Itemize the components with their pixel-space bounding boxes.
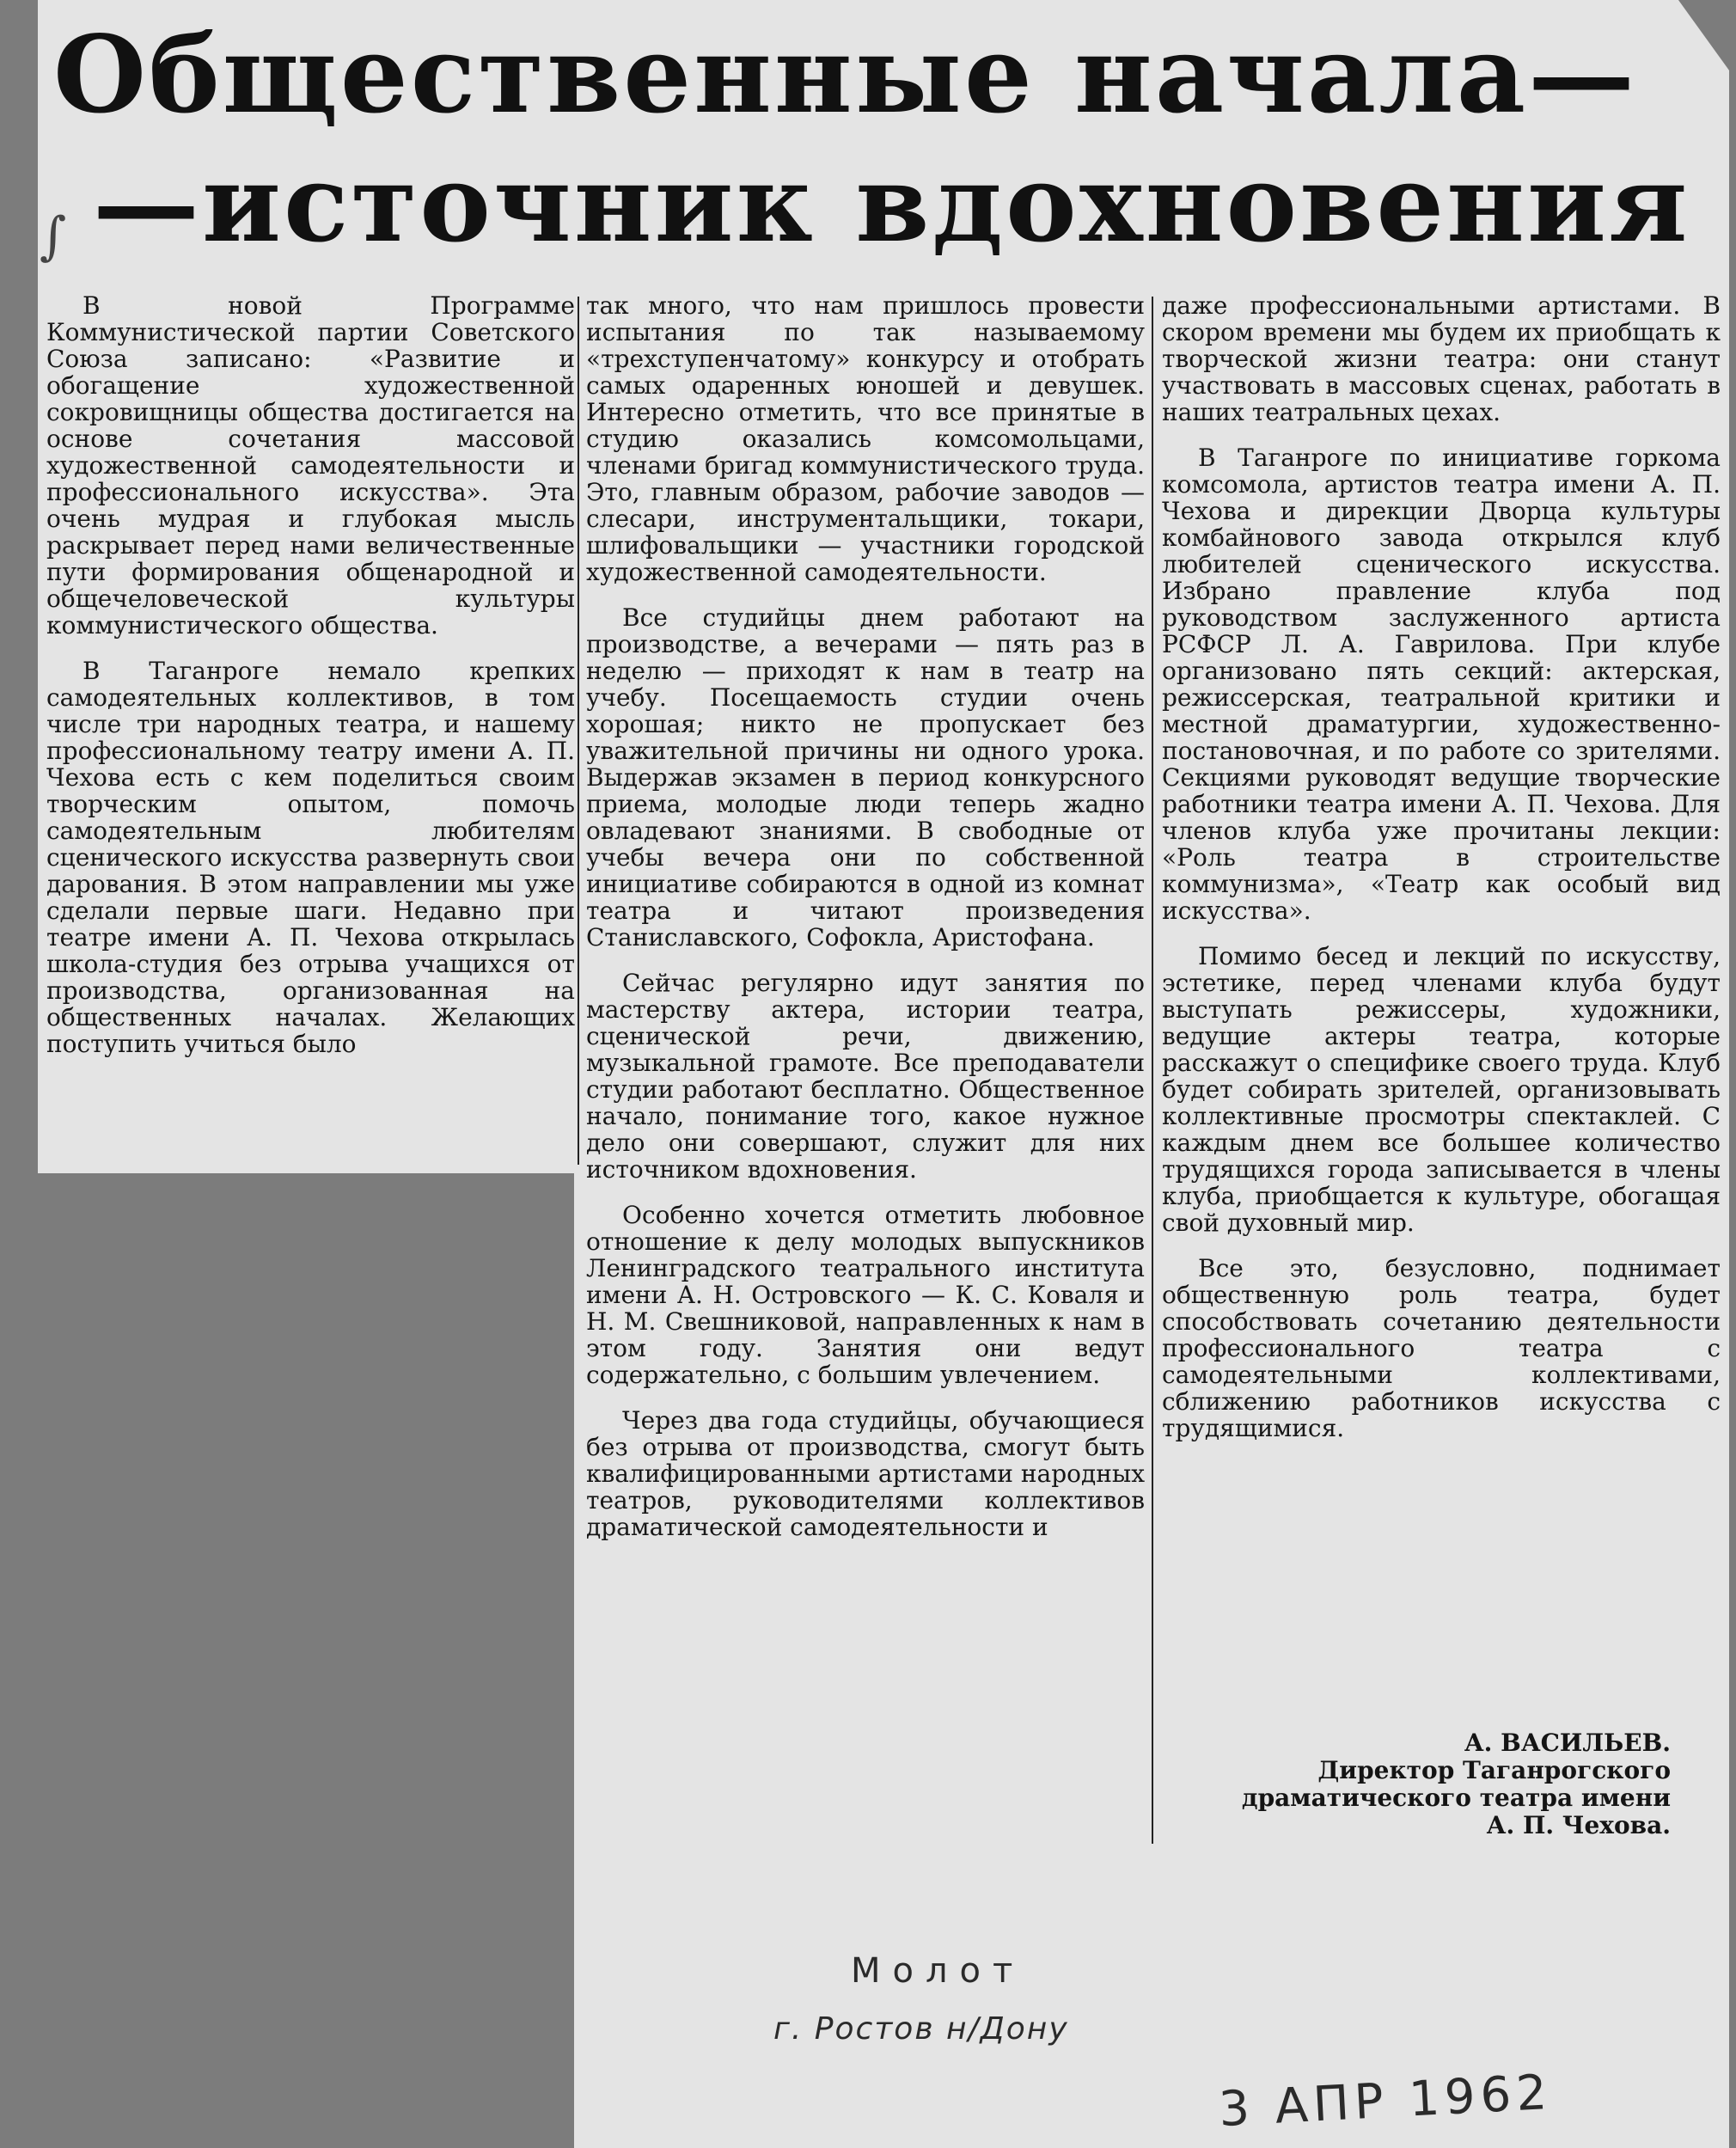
stamp-newspaper: Молот xyxy=(851,1951,1025,1991)
paragraph: так много, что нам пришлось провести испытания по так называемому «трехступенчатому» конкурсу и отобрать самых одаренных юношей и девушек. Интересно отметить, что все принятые в студию оказались комсомольцами, членами бригад коммунистического труда. Это, главным образом, рабочие заводов — слесари, инструментальщики, токари, шлифовальщики — участники городской художественной самодеятельности. xyxy=(586,291,1145,586)
column-divider xyxy=(1152,297,1153,1844)
article-column-3 xyxy=(1162,292,1721,1441)
headline-line-2: —источник вдохновения xyxy=(93,142,1690,266)
article-column-2 xyxy=(586,292,1145,1540)
paragraph: Помимо бесед и лекций по искусству, эстетике, перед членами клуба будут выступать режиссеры, художники, ведущие актеры театра, которые расскажут о специфике своего труда. Клуб будет собирать зрителей, организовывать коллективные просмотры спектаклей. С каждым днем все большее количество трудящихся города записывается в члены клуба, приобщается к культуре, обогащая свой духовный мир. xyxy=(1162,942,1721,1237)
headline-line-1: Общественные начала— xyxy=(53,13,1638,138)
stamp-date: 3 АПР 1962 xyxy=(1217,2064,1554,2139)
paragraph: Особенно хочется отметить любовное отношение к делу молодых выпускников Ленинградского театрального института имени А. Н. Островского — К. С. Коваля и Н. М. Свешниковой, направленных к нам в этом году. Занятия они ведут содержательно, с большим увлечением. xyxy=(586,1201,1145,1389)
paragraph: даже профессиональными артистами. В скором времени мы будем их приобщать к творческой жизни театра: они станут участвовать в массовых сценах, работать в наших театральных цехах. xyxy=(1162,291,1721,426)
paragraph: Все студийцы днем работают на производстве, а вечерами — пять раз в неделю — приходят к нам в театр на учебу. Посещаемость студии очень хорошая; никто не пропускает без уважительной причины ни одного урока. Выдержав экзамен в период конкурсного приема, молодые люди теперь жадно овладевают знаниями. В свободные от учебы вечера они по собственной инициативе собираются в одной из комнат театра и читают произведения Станиславского, Софокла, Аристофана. xyxy=(586,603,1145,952)
paragraph: В Таганроге немало крепких самодеятельных коллективов, в том числе три народных театра, и нашему профессиональному театру имени А. П. Чехова есть с кем поделиться своим творческим опытом, помочь самодеятельным любителям сценического искусства развернуть свои дарования. В этом направлении мы уже сделали первые шаги. Недавно при театре имени А. П. Чехова открылась школа-студия без отрыва учащихся от производства, организованная на общественных началах. Желающих поступить учиться было xyxy=(46,657,575,1058)
author-name: А. ВАСИЛЬЕВ. xyxy=(1464,1729,1671,1757)
paragraph: Все это, безусловно, поднимает общественную роль театра, будет способствовать сочетанию деятельности профессионального театра с самодеятельными коллективами, сближению работников искусства с трудящимися. xyxy=(1162,1254,1721,1442)
signature-block xyxy=(1162,1729,1671,1839)
pencil-mark-icon: ∫ xyxy=(40,206,67,266)
paragraph: Сейчас регулярно идут занятия по мастерству актера, истории театра, сценической речи, движению, музыкальной грамоте. Все преподаватели студии работают бесплатно. Общественное начало, понимание того, какое нужное дело они совершают, служит для них источником вдохновения. xyxy=(586,969,1145,1184)
article-column-1 xyxy=(46,292,575,1057)
stamp-city: г. Ростов н/Дону xyxy=(773,2011,1069,2047)
author-title: А. П. Чехова. xyxy=(1486,1811,1671,1839)
column-divider xyxy=(578,297,579,1165)
paragraph: Через два года студийцы, обучающиеся без отрыва от производства, смогут быть квалифицированными артистами народных театров, руководителями коллективов драматической самодеятельности и xyxy=(586,1406,1145,1541)
author-title: Директор Таганрогского xyxy=(1317,1756,1671,1784)
author-title: драматического театра имени xyxy=(1241,1784,1671,1812)
paragraph: В Таганроге по инициативе горкома комсомола, артистов театра имени А. П. Чехова и дирекции Дворца культуры комбайнового завода открылся клуб любителей сценического искусства. Избрано правление клуба под руководством заслуженного артиста РСФСР Л. А. Гаврилова. При клубе организовано пять секций: актерская, режиссерская, театральной критики и местной драматургии, художественно-постановочная, и по работе со зрителями. Секциями руководят ведущие творческие работники театра имени А. П. Чехова. Для членов клуба уже прочитаны лекции: «Роль театра в строительстве коммунизма», «Театр как особый вид искусства». xyxy=(1162,444,1721,925)
paragraph: В новой Программе Коммунистической партии Советского Союза записано: «Развитие и обогащение художественной сокровищницы общества достигается на основе сочетания массовой художественной самодеятельности и профессионального искусства». Эта очень мудрая и глубокая мысль раскрывает перед нами величественные пути формирования общенародной и общечеловеческой культуры коммунистического общества. xyxy=(46,291,575,640)
